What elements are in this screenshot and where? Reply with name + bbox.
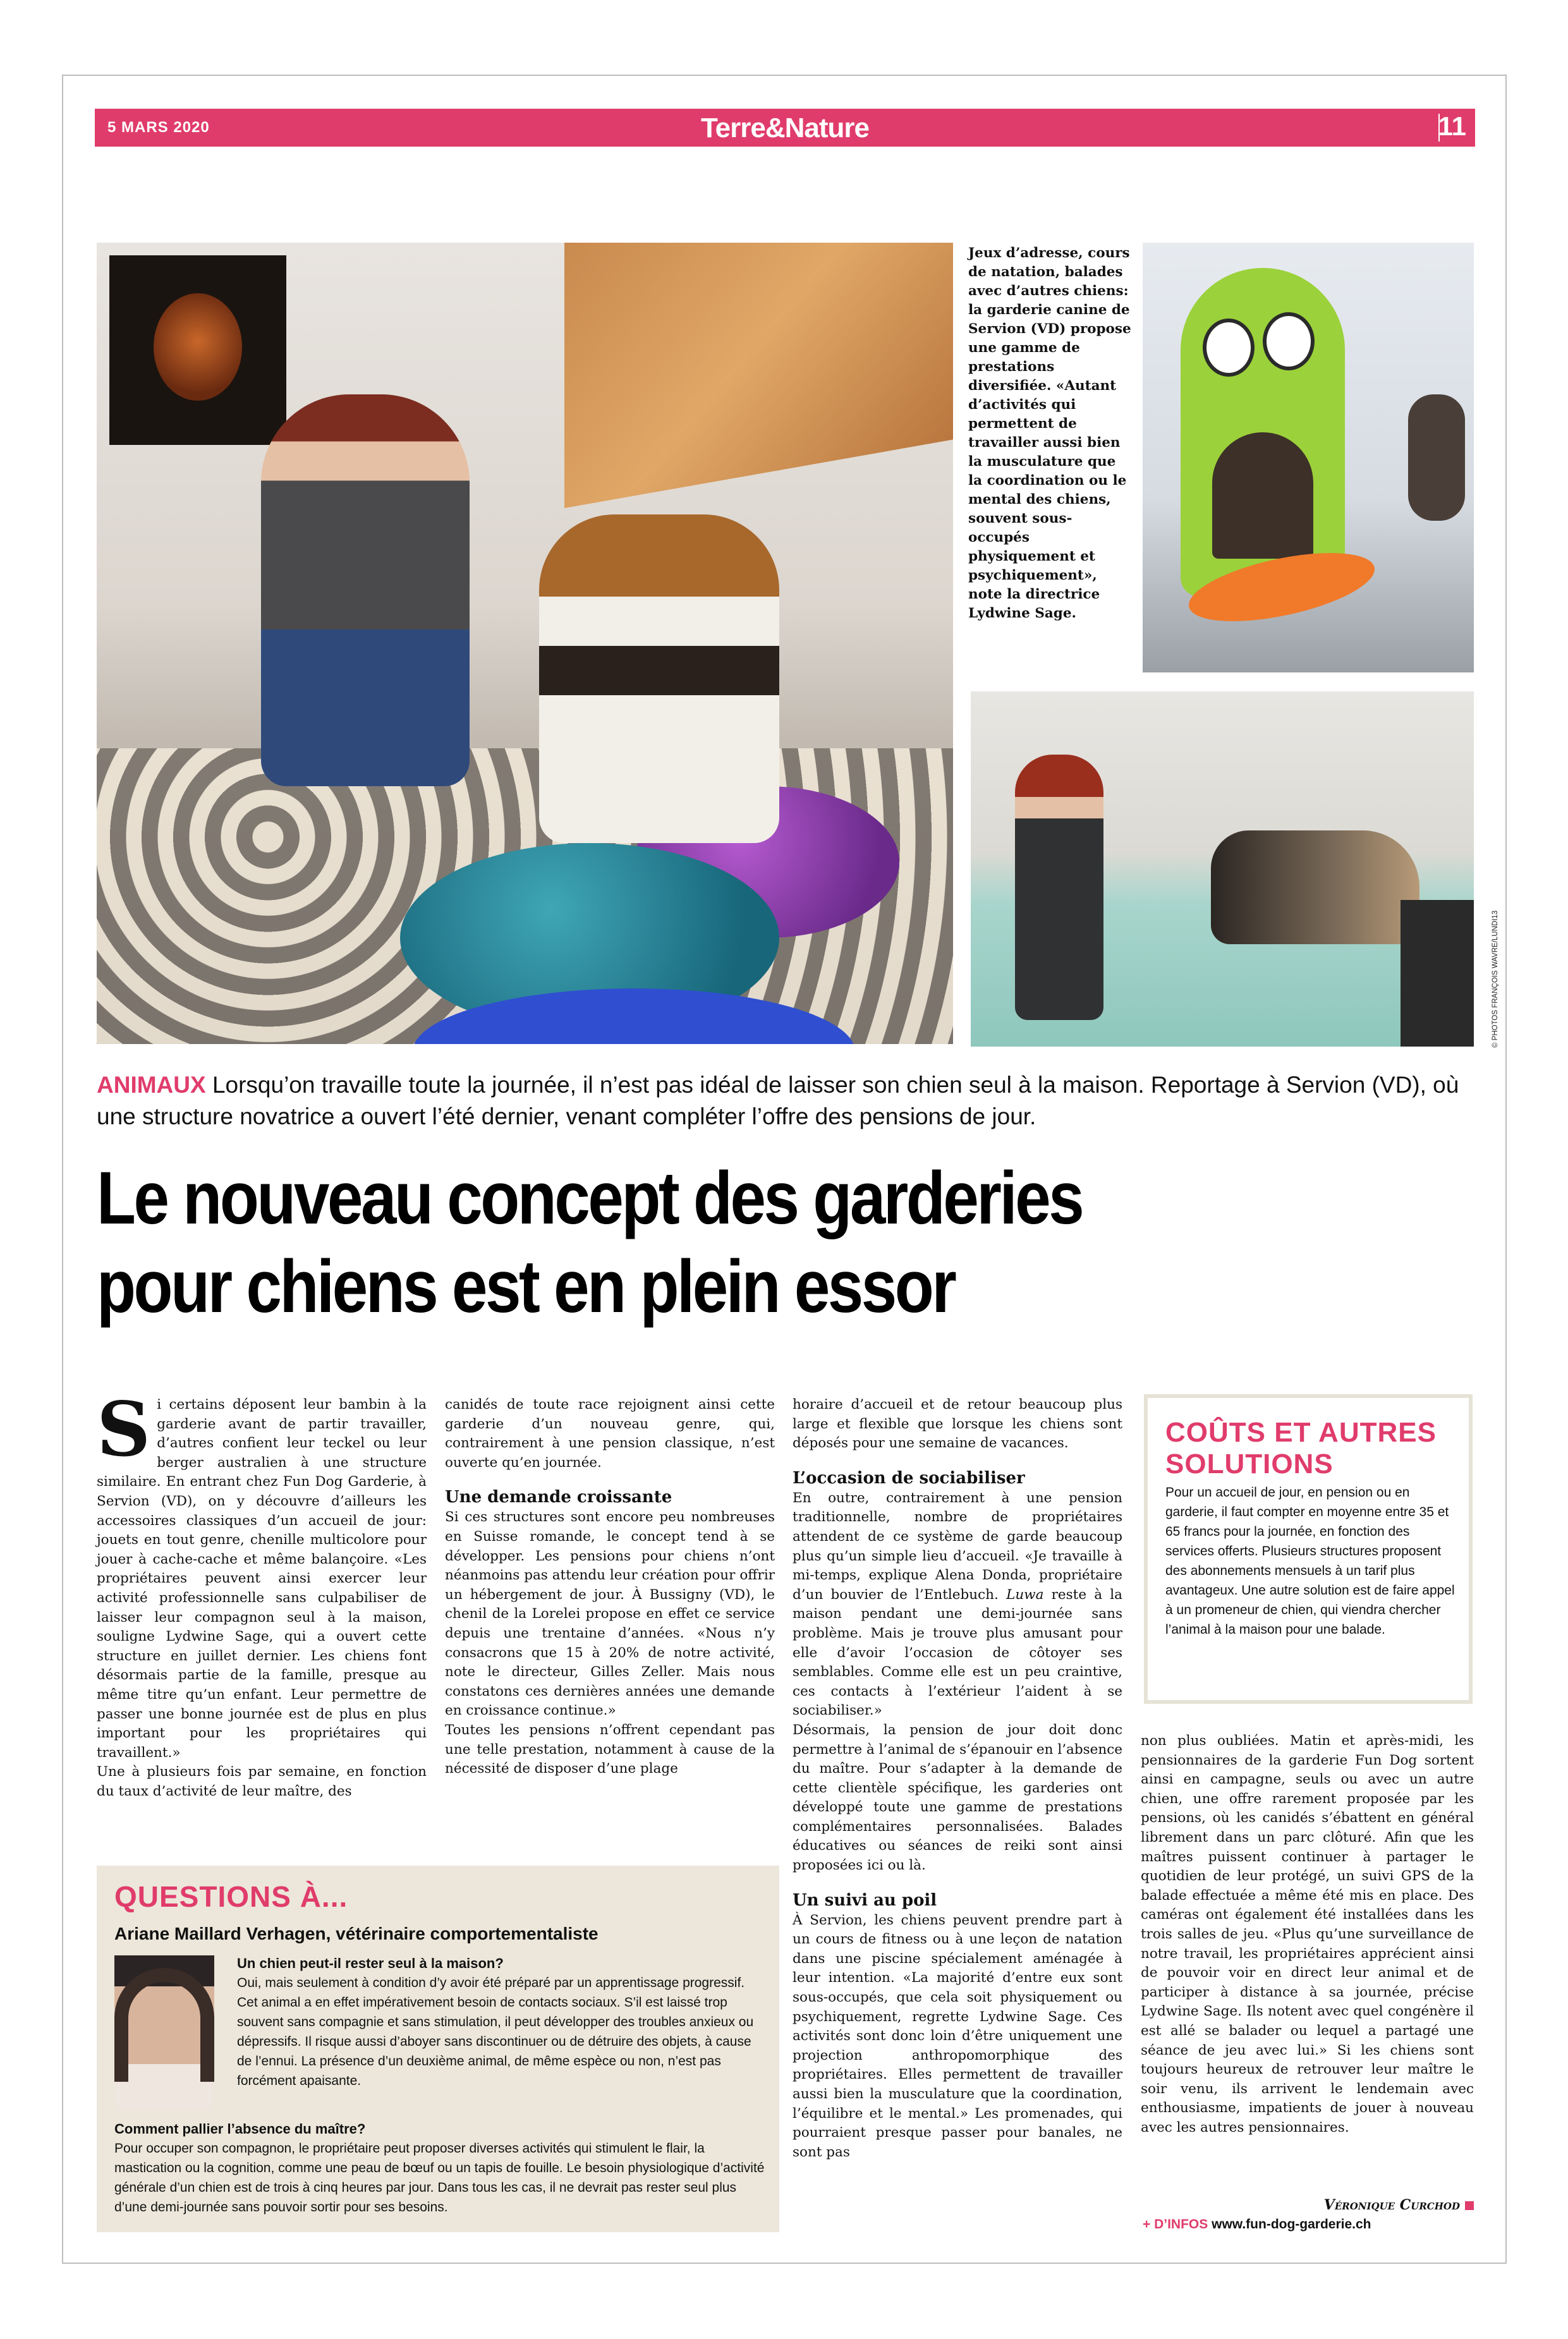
subheading: Une demande croissante xyxy=(445,1488,672,1507)
subheading: Un suivi au poil xyxy=(793,1890,937,1910)
subheading: L’occasion de sociabiliser xyxy=(793,1468,1025,1488)
article-column-2 xyxy=(445,1395,775,1779)
trainer-in-pool xyxy=(1015,755,1103,1020)
author-name: Véronique Curchod xyxy=(1323,2197,1460,2213)
question-heading: Un chien peut-il rester seul à la maison? xyxy=(237,1955,504,1971)
interviewee-name: Ariane Maillard Verhagen, vétérinaire comportementaliste xyxy=(114,1924,599,1943)
article-column-3 xyxy=(793,1395,1122,2162)
question-answer: Oui, mais seulement à condition d’y avoir été préparé par un apprentissage progressif. Cet animal a en effet impérativement besoin de contacts sociaux. S’il est laissé trop souvent sans compagnie et sans stimulation, il peut développer des troubles anxieux ou dépressifs. Il risque aussi d’aboyer sans discontinuer ou de détruire des objets, à cause de l’ennui. La présence d’un deuxième animal, de même espèce ou non, n’est pas forcément apaisante. xyxy=(237,1976,754,2088)
text-run: En outre, contrairement à une pension traditionnelle, nombre de propriétaires attendent de ce système de garde beaucoup plus qu’un simple lieu d’accueil. «Je travaille à mi-temps, explique Alena Donda, propriétaire d’un bouvier de l’Entlebuch. xyxy=(793,1490,1122,1603)
issue-date: 5 MARS 2020 xyxy=(107,119,210,136)
side-photo-caption: Jeux d’adresse, cours de natation, balades avec d’autres chiens: la garderie canine de Servion (VD) propose une gamme de prestations diversifiée. «Autant d’activités qui permettent de travailler aussi bien la musculature que la coordination ou le mental des chiens, souvent sous-occupés physiquement et psychiquement», note la directrice Lydwine Sage. xyxy=(968,245,1131,621)
questions-box xyxy=(97,1866,779,2232)
main-photo-beagle-training xyxy=(97,243,953,1044)
more-info-url[interactable]: www.fun-dog-garderie.ch xyxy=(1212,2217,1371,2232)
costs-box-text: Pour un accueil de jour, en pension ou en garderie, il faut compter en moyenne entre 35 et 65 francs pour la journée, en fonction des services offerts. Plusieurs structures proposent des abonnements mensuels à un tarif plus avantageux. Une autre solution est de faire appel à un promeneur de chien, qui viendra chercher l’animal à la maison pour une balade. xyxy=(1165,1485,1455,1637)
toy-tunnel xyxy=(1212,432,1313,559)
headline-line-2: pour chiens est en plein essor xyxy=(97,1245,955,1328)
questions-box-title: QUESTIONS À... xyxy=(114,1880,348,1913)
question-2 xyxy=(114,2120,765,2217)
paragraph: non plus oubliées. Matin et après-midi, les pensionnaires de la garderie Fun Dog sortent ainsi en campagne, seuls ou avec un autre chien, une offre rarement proposée par les pensions, où les canidés s’ébattent en général librement dans un parc clôturé. Afin que les maîtres puissent continuer à partager le quotidien de leur protégé, un suivi GPS de la balade effectuée a même été mis en place. Des caméras ont également été installées dans les trois salles de jeu. «Plus qu’une surveillance de notre travail, les propriétaires apprécient ainsi de pouvoir voir en direct leur animal et de participer à distance à sa journée, précise Lydwine Sage. Ils notent avec quel congénère il est allé se balader ou lequel a partagé une séance de jeu avec lui.» Si les chiens sont toujours heureux de retrouver leur maître le soir venu, ils arrivent le lendemain avec enthousiasme, impatients de jouer à nouveau avec les autres pensionnaires. xyxy=(1141,1733,1474,2135)
german-shepherd-figure xyxy=(1211,830,1419,944)
paragraph: Si ces structures sont encore peu nombreuses en Suisse romande, le concept tend à se développer. Les pensions pour chiens n’ont néanmoins pas attendu leur création pour offrir un hébergement de jour. À Bussigny (VD), le chenil de la Lorelei propose en effet ce service depuis une trentaine d’années. «Nous n’y consacrons que 15 à 20% de notre activité, note le directeur, Gilles Zeller. Mais nous constatons ces dernières années une demande en croissance continue.» xyxy=(445,1509,775,1719)
beagle-figure xyxy=(539,514,779,843)
text-run: reste à la maison pendant une demi-journée sans problème. Mais je trouve plus amusant pour elle d’avoir l’occasion de côtoyer ses semblables. Comme elle est un peu craintive, ces contacts à l’extérieur l’aident à se sociabiliser.» xyxy=(793,1586,1122,1719)
author-signature xyxy=(1141,2197,1474,2213)
question-answer: Pour occuper son compagnon, le propriétaire peut proposer diverses activités qui stimulent le flair, la mastication ou la cognition, comme une peau de bœuf ou un tapis de fouille. Le besoin physiologique d’activité générale d’un chien est de trois à cinq heures par jour. Dans tous les cas, il ne devrait pas rester seul plus d’une demi-journée sans pouvoir sortir pour ses besoins. xyxy=(114,2141,765,2214)
headline-line-1: Le nouveau concept des garderies xyxy=(97,1157,1083,1240)
portrait-hair xyxy=(114,1968,214,2082)
paragraph: Toutes les pensions n’offrent cependant pas une telle prestation, notamment à cause de la nécessité de disposer d’une plage xyxy=(445,1722,775,1777)
dog-portrait xyxy=(154,293,242,401)
page-header-bar xyxy=(95,109,1475,147)
dog-portrait-frame xyxy=(109,255,286,445)
paragraph: canidés de toute race rejoignent ainsi cette garderie d’un nouveau genre, qui, contrairement à une pension classique, n’est ouverte qu’en journée. xyxy=(445,1397,775,1471)
publication-logo: Terre&Nature xyxy=(701,112,869,143)
paragraph: Une à plusieurs fois par semaine, en fonction du taux d’activité de leur maître, des xyxy=(97,1764,427,1799)
end-mark-icon xyxy=(1465,2201,1474,2210)
photo-caterpillar-toy xyxy=(1143,243,1474,672)
paragraph xyxy=(793,1489,1122,1721)
pool-ledge xyxy=(1401,900,1474,1047)
photo-credit-text: © PHOTOS FRANÇOIS WAVRE/LUNDI13 xyxy=(1492,910,1499,1048)
question-1 xyxy=(237,1954,768,2091)
page-number: 11 xyxy=(1438,111,1466,141)
photo-pool-swimming xyxy=(971,691,1474,1047)
dog-name: Luwa xyxy=(1006,1586,1044,1603)
article-column-4 xyxy=(1141,1732,1474,2137)
photo-credit xyxy=(1478,872,1497,1049)
dog-in-background xyxy=(1408,394,1465,521)
costs-sidebar-box xyxy=(1144,1394,1473,1704)
paragraph: À Servion, les chiens peuvent prendre part à un cours de fitness ou à une leçon de natation dans une piscine spécialement aménagée à leur intention. «La majorité d’entre eux sont sous-occupés, que cela soit physiquement ou psychiquement, regrette Lydwine Sage. Ces activités sont donc loin d’être uniquement une projection anthropomorphique des propriétaires. Elles permettent de travailler aussi bien la musculature que la coordination, l’équilibre et le mental.» Les promenades, qui pourraient presque passer pour banales, ne sont pas xyxy=(793,1912,1122,2160)
toy-eye xyxy=(1263,312,1315,370)
trainer-figure xyxy=(261,394,470,786)
section-kicker: ANIMAUX xyxy=(97,1072,206,1098)
costs-box-title: COÛTS ET AUTRES SOLUTIONS xyxy=(1165,1417,1437,1479)
article-column-1 xyxy=(97,1385,427,1801)
paragraph: i certains déposent leur bambin à la garderie avant de partir travailler, d’autres confient leur teckel ou leur berger australien à une structure similaire. En entrant chez Fun Dog Garderie, à Servion (VD), on y découvre d’ailleurs les accessoires classiques d’un accueil de jour: jouets en tout genre, chenille multicolore pour jouer à cache-cache et même balançoire. «Les propriétaires peuvent ainsi exercer leur activité professionnelle sans culpabiliser de laisser leur compagnon seul à la maison, souligne Lydwine Sage, qui a ouvert cette structure en juillet dernier. Les chiens font désormais partie de la famille, presque au même titre qu’un enfant. Leur permettre de passer une bonne journée est de plus en plus important pour les propriétaires qui travaillent.» xyxy=(97,1397,427,1761)
wood-wall xyxy=(564,243,953,508)
drop-cap: S xyxy=(97,1385,151,1473)
paragraph: Désormais, la pension de jour doit donc permettre à l’animal de s’épanouir en l’absence du maître. Pour s’adapter à la demande de cette clientèle spécifique, les garderies ont développé toute une gamme de prestations complémentaires personnalisées. Balades éducatives ou séances de reiki sont ainsi proposées ici ou là. xyxy=(793,1722,1122,1874)
article-headline xyxy=(97,1154,1282,1331)
more-info-line xyxy=(1143,2217,1371,2232)
lead-text: Lorsqu’on travaille toute la journée, il n’est pas idéal de laisser son chien seul à la maison. Reportage à Servion (VD), où une structure novatrice a ouvert l’été dernier, venant compléter l’offre des pensions de jour. xyxy=(97,1072,1459,1129)
paragraph: horaire d’accueil et de retour beaucoup plus large et flexible que lorsque les chiens sont déposés pour une semaine de vacances. xyxy=(793,1397,1122,1452)
interviewee-portrait xyxy=(114,1955,214,2111)
question-heading: Comment pallier l’absence du maître? xyxy=(114,2121,366,2137)
toy-eye xyxy=(1203,319,1255,377)
more-info-label: + D’INFOS xyxy=(1143,2217,1208,2232)
article-lead xyxy=(97,1069,1474,1133)
